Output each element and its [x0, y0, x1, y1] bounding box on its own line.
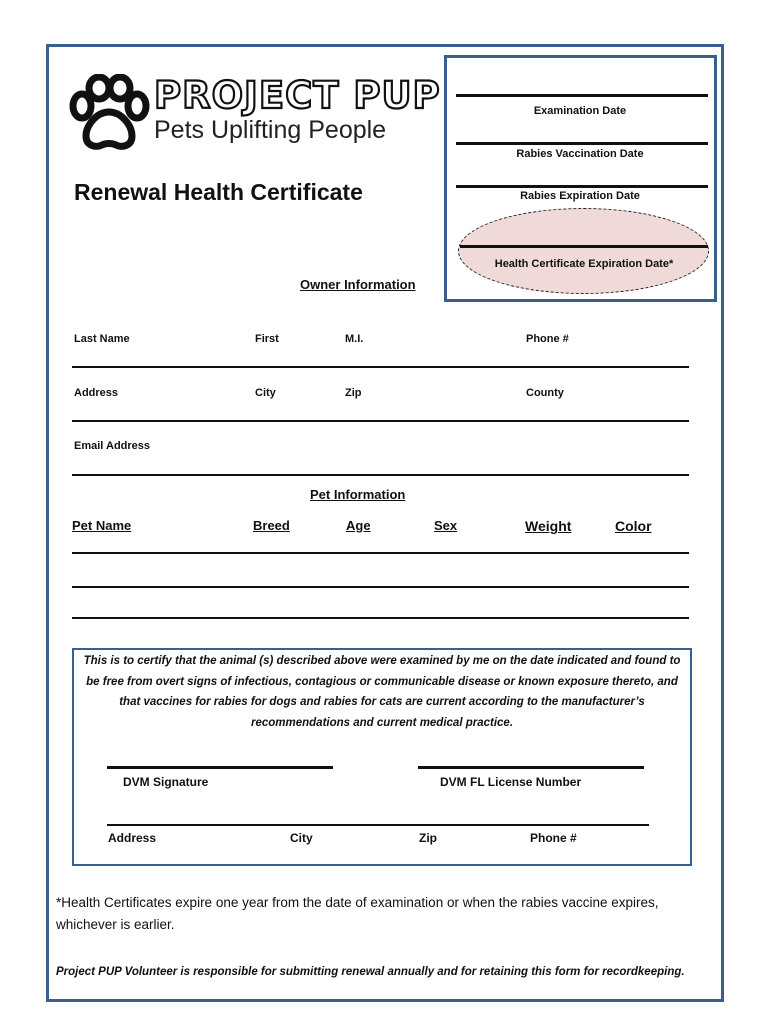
health-cert-exp-line [460, 245, 708, 248]
city-label: City [255, 387, 276, 399]
pet-info-title: Pet Information [310, 487, 406, 502]
address-label: Address [74, 387, 119, 399]
health-cert-exp-label: Health Certificate Expiration Date* [494, 258, 674, 270]
logo-brand: PROJECT PUP [154, 74, 441, 117]
owner-row2-line[interactable] [72, 420, 689, 422]
color-header: Color [615, 518, 652, 534]
exam-date-label: Examination Date [533, 105, 627, 117]
owner-row1-line[interactable] [72, 366, 689, 368]
last-name-label: Last Name [74, 333, 130, 345]
rabies-vacc-line [456, 142, 708, 145]
dvm-zip-label: Zip [419, 831, 437, 845]
paw-icon [68, 74, 150, 152]
rabies-exp-label: Rabies Expiration Date [520, 190, 640, 202]
age-header: Age [346, 518, 371, 533]
weight-header: Weight [525, 518, 572, 534]
certification-statement: This is to certify that the animal (s) described above were examined by me on the date indicated and found to be free from overt signs of infectious, contagious or communicable disease or known exposure thereto, and that vaccines for rabies for dogs and rabies for cats are current according to the manufacturer’s recommendations and current medical practice. [83, 655, 681, 729]
rabies-vacc-label: Rabies Vaccination Date [516, 148, 644, 160]
breed-header: Breed [253, 518, 290, 533]
sex-header: Sex [434, 518, 458, 533]
health-cert-exp-highlight [458, 208, 709, 294]
pet-row-line[interactable] [72, 586, 689, 588]
logo-tagline: Pets Uplifting People [154, 116, 387, 144]
volunteer-responsibility: Project PUP Volunteer is responsible for submitting renewal annually and for retaining this form for recordkeeping. [56, 966, 685, 978]
rabies-exp-line [456, 185, 708, 188]
owner-row3-line[interactable] [72, 474, 689, 476]
email-label: Email Address [74, 440, 151, 452]
dvm-license-label: DVM FL License Number [440, 775, 582, 789]
page-title: Renewal Health Certificate [74, 179, 363, 205]
pet-name-header: Pet Name [72, 518, 132, 533]
dvm-phone-label: Phone # [530, 831, 577, 845]
owner-info-title: Owner Information [300, 277, 416, 292]
pet-row-line[interactable] [72, 617, 689, 619]
first-name-label: First [255, 333, 279, 345]
phone-label: Phone # [526, 333, 569, 345]
dvm-address-line[interactable] [107, 824, 649, 826]
dvm-city-label: City [290, 831, 313, 845]
pet-row-line[interactable] [72, 552, 689, 554]
dvm-signature-line[interactable] [107, 766, 333, 769]
dvm-signature-label: DVM Signature [123, 775, 209, 789]
dvm-license-line[interactable] [418, 766, 644, 769]
zip-label: Zip [345, 387, 362, 399]
exam-date-line [456, 94, 708, 97]
county-label: County [526, 387, 564, 399]
mi-label: M.I. [345, 333, 364, 345]
expiration-note: *Health Certificates expire one year from the date of examination or when the rabies vaccine expires, whichever is earlier. [56, 895, 659, 932]
dvm-address-label: Address [108, 831, 157, 845]
